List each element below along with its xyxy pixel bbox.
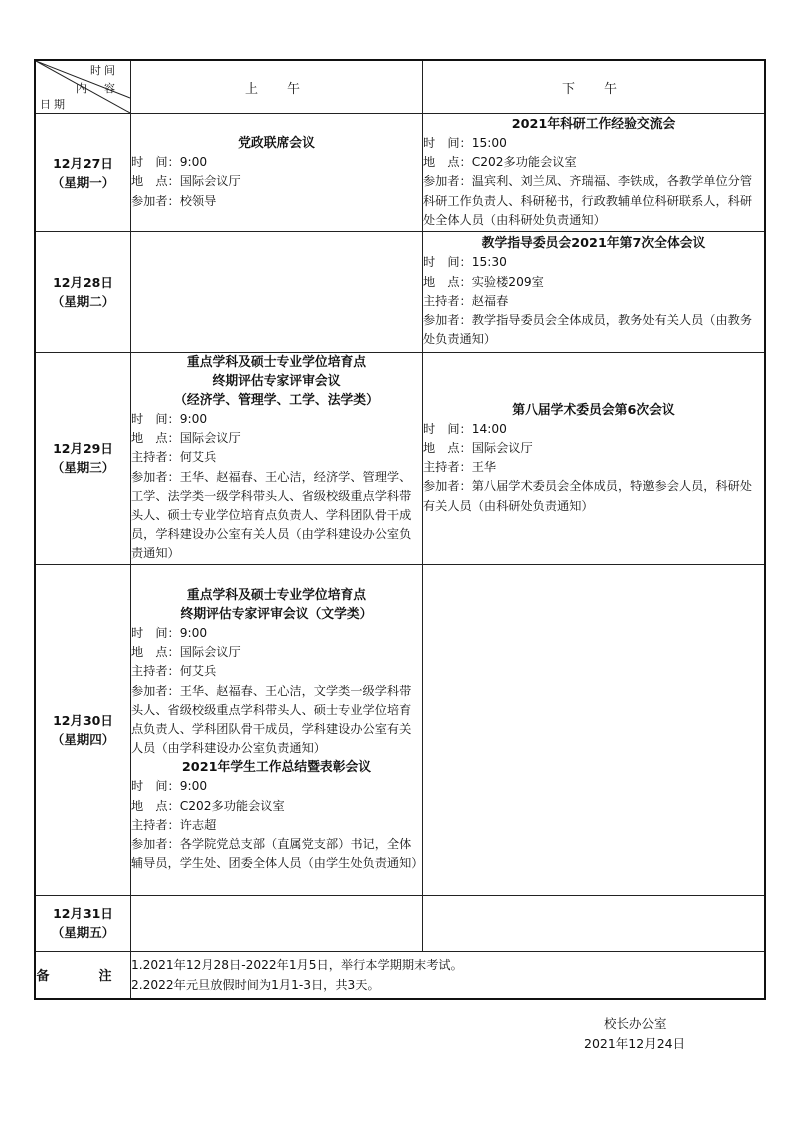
day-row bbox=[35, 895, 765, 951]
meeting-title: 党政联席会议 bbox=[238, 136, 315, 152]
corner-header-cell bbox=[35, 60, 131, 114]
meeting-time: 时 间：9:00 bbox=[131, 625, 208, 640]
remark-item: 2.2022年元旦放假时间为1月1-3日，共3天。 bbox=[131, 977, 380, 992]
corner-time-label: 时间 bbox=[90, 64, 118, 77]
header-row bbox=[35, 60, 765, 114]
remarks-label: 备 注 bbox=[35, 951, 131, 999]
weekday-label: （星期二） bbox=[51, 294, 115, 309]
date-label: 12月31日 bbox=[53, 906, 113, 922]
meeting-participants: 参加者：第八届学术委员会全体成员，特邀参会人员，科研处有关人员（由科研处负责通知） bbox=[423, 479, 753, 513]
signature-office: 校长办公室 bbox=[604, 1016, 667, 1031]
am-cell bbox=[131, 353, 423, 565]
remarks-cell bbox=[131, 951, 766, 999]
meeting-time: 时 间：15:00 bbox=[423, 135, 507, 150]
weekday-label: （星期三） bbox=[51, 460, 115, 476]
signature-date: 2021年12月24日 bbox=[584, 1036, 686, 1051]
am-cell-empty bbox=[131, 895, 423, 951]
am-cell bbox=[131, 114, 423, 232]
pm-cell bbox=[423, 353, 766, 565]
date-label: 12月30日 bbox=[53, 712, 113, 728]
meeting-time: 时 间：9:00 bbox=[131, 155, 208, 170]
remarks-row bbox=[35, 951, 765, 999]
meeting-time: 时 间：14:00 bbox=[423, 421, 507, 436]
meeting-participants: 参加者：教学指导委员会全体成员，教务处有关人员（由教务处负责通知） bbox=[423, 313, 753, 347]
meeting-participants: 参加者：各学院党总支部（直属党支部）书记，全体辅导员，学生处、团委全体人员（由学生处负责通知） bbox=[131, 836, 424, 871]
meeting-participants: 参加者：王华、赵福春、王心洁，文学类一级学科带头人、省级校级重点学科带头人、硕士专业学位培育点负责人、学科团队骨干成员，学科建设办公室有关人员（由学科建设办公室负责通知） bbox=[131, 683, 412, 756]
meeting-time: 时 间：15:30 bbox=[423, 255, 507, 270]
meeting-location: 地 点：C202多功能会议室 bbox=[423, 155, 577, 170]
meeting-title: 第八届学术委员会第6次会议 bbox=[512, 402, 675, 418]
meeting-location: 地 点：国际会议厅 bbox=[423, 441, 533, 455]
day-row bbox=[35, 114, 765, 232]
schedule-table bbox=[34, 59, 766, 1000]
day-row bbox=[35, 353, 765, 565]
meeting-host: 主持者：赵福春 bbox=[423, 293, 509, 308]
date-cell bbox=[35, 564, 131, 895]
meeting-participants: 参加者：温宾利、刘兰凤、齐瑞福、李铁成，各教学单位分管科研工作负责人、科研秘书，行政教辅单位科研联系人，科研处全体人员（由科研处负责通知） bbox=[423, 174, 753, 227]
pm-cell-empty bbox=[423, 895, 766, 951]
meeting-host: 主持者：王华 bbox=[423, 460, 497, 475]
weekday-label: （星期一） bbox=[51, 174, 115, 190]
meeting-title: 教学指导委员会2021年第7次全体会议 bbox=[481, 236, 706, 252]
date-cell bbox=[35, 114, 131, 232]
date-cell bbox=[35, 353, 131, 565]
pm-cell bbox=[423, 114, 766, 232]
meeting-title: 2021年科研工作经验交流会 bbox=[511, 116, 676, 132]
am-cell-empty bbox=[131, 232, 423, 353]
meeting-time: 时 间：9:00 bbox=[131, 412, 208, 426]
date-label: 12月28日 bbox=[53, 275, 113, 290]
meeting-participants: 参加者：王华、赵福春、王心洁，经济学、管理学、工学、法学类一级学科带头人、省级校级重点学科带头人、硕士专业学位培育点负责人、学科团队骨干成员，学科建设办公室有关人员（由学科建设办公室负责通知） bbox=[131, 469, 412, 561]
pm-header: 下 午 bbox=[423, 60, 766, 114]
meeting-location: 地 点：国际会议厅 bbox=[131, 431, 241, 446]
weekday-label: （星期四） bbox=[51, 731, 115, 747]
am-cell bbox=[131, 564, 423, 895]
meeting-location: 地 点：国际会议厅 bbox=[131, 174, 241, 189]
meeting-location: 地 点：实验楼209室 bbox=[423, 274, 544, 289]
date-label: 12月27日 bbox=[53, 155, 113, 171]
corner-date-label: 日期 bbox=[40, 98, 68, 111]
remark-item: 1.2021年12月28日-2022年1月5日，举行本学期期末考试。 bbox=[131, 957, 463, 972]
meeting-title: 重点学科及硕士专业学位培育点 终期评估专家评审会议 （经济学、管理学、工学、法学类） bbox=[174, 355, 379, 408]
day-row bbox=[35, 564, 765, 895]
pm-cell-empty bbox=[423, 564, 766, 895]
meeting-host: 主持者：何艾兵 bbox=[131, 450, 217, 465]
meeting-host: 主持者：何艾兵 bbox=[131, 664, 217, 679]
meeting-participants: 参加者：校领导 bbox=[131, 193, 217, 208]
am-header: 上 午 bbox=[131, 60, 423, 114]
meeting-location: 地 点：C202多功能会议室 bbox=[131, 798, 285, 813]
pm-cell bbox=[423, 232, 766, 353]
meeting-title: 2021年学生工作总结暨表彰会议 bbox=[181, 760, 372, 776]
date-label: 12月29日 bbox=[53, 441, 113, 457]
meeting-host: 主持者：许志超 bbox=[131, 817, 217, 832]
meeting-title: 重点学科及硕士专业学位培育点 终期评估专家评审会议（文学类） bbox=[180, 587, 373, 622]
day-row bbox=[35, 232, 765, 353]
corner-content-label: 内 容 bbox=[76, 82, 118, 95]
date-cell bbox=[35, 895, 131, 951]
meeting-location: 地 点：国际会议厅 bbox=[131, 645, 241, 660]
meeting-time: 时 间：9:00 bbox=[131, 779, 208, 794]
weekday-label: （星期五） bbox=[51, 925, 115, 941]
date-cell bbox=[35, 232, 131, 353]
